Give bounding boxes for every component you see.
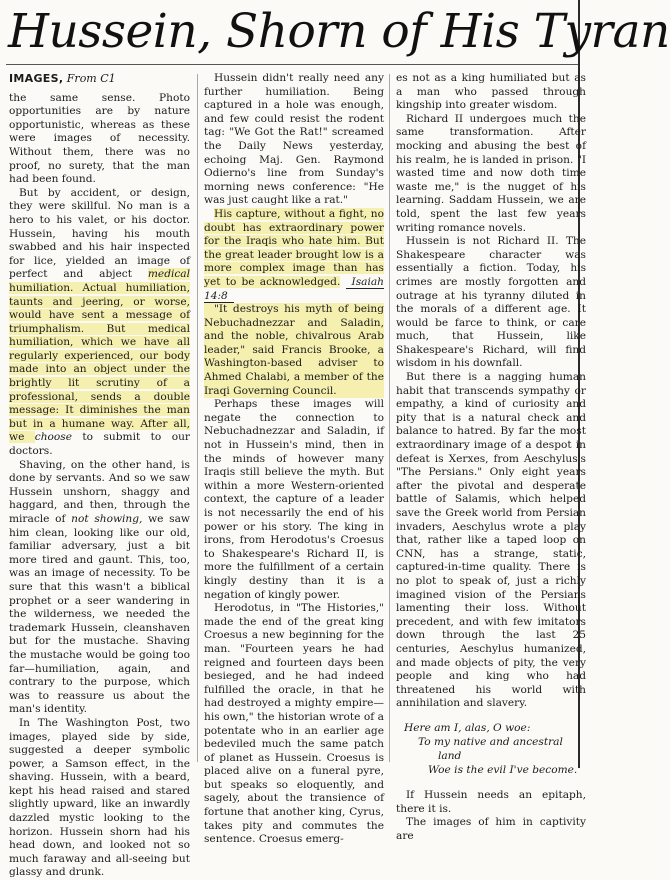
handwritten-annotation: Isaiah 14:8 [204,275,384,302]
jump-line [9,72,190,86]
paragraph: But by accident, or design, they were skillful. No man is a hero to his valet, or his doctor. Hussein, having his mouth swabbed and his hair inspected for lice, yielded an image of perfect and abject medical humiliation. Actual humiliation, taunts and jeering, or worse, would have sent a message of triumphalism. But medical humiliation, which we have all regularly experienced, our body made into an object under the brightly lit scrutiny of a professional, sends a double message: It diminishes the man but in a humane way. After all, we choose to submit to our doctors. [9,186,190,458]
paragraph: "It destroys his myth of being Nebuchadnezzar and Saladin, and the noble, chivalrous Arab leader," said Francis Brooke, a Washington-based adviser to Ahmed Chalabi, a member of the Iraqi Governing Council. [204,303,384,397]
highlight: humiliation. Actual humiliation, taunts and jeering, or worse, would have sent a message of triumphalism. But medical humiliation, which we have all regularly experienced, our body made into an object under the brightly lit scrutiny of a professional, sends a double message: It diminishes the man but in a humane way. After all, we [9,281,190,444]
verse-line: To my native and ancestral [418,735,563,748]
column-divider [197,74,198,762]
highlight: medical [147,268,190,281]
paragraph: Hussein is not Richard II. The Shakespeare character was essentially a fiction. Today, his crimes are mostly forgotten and outrage at his tyranny diluted in the morals of a different age. It would be farce to think, or care much, that Hussein, like Shakespeare's Richard, will find wisdom in his downfall. [396,235,586,370]
jump-label: IMAGES, [9,72,64,85]
column-divider [389,74,390,762]
paragraph: Hussein didn't really need any further humiliation. Being captured in a hole was enough, and few could resist the rodent tag: "We Got the Rat!" screamed the Daily News yesterday, echoing Maj. Gen. Raymond Odierno's line from Sunday's morning news conference: "He was just caught like a rat." [204,72,384,207]
paragraph: In The Washington Post, two images, played side by side, suggested a deeper symbolic power, a Samson effect, in the shaving. Hussein, with a beard, kept his head raised and stared slightly upward, like an inwardly dazzled mystic looking to the horizon. Hussein shorn had his head down, and looked not so much faraway and all-seeing but glassy and drunk. [9,716,190,879]
paragraph: If Hussein needs an epitaph, there it is. [396,788,586,815]
paragraph: the same sense. Photo opportunities are by nature opportunistic, whereas as these were images of necessity. Without them, there was no proof, no surety, that the man had been found. [9,91,190,186]
verse-line: Here am I, alas, O woe: [404,721,531,734]
paragraph: Herodotus, in "The Histories," made the end of the great king Croesus a new beginning for the man. "Fourteen years he had reigned and fourteen days been besieged, and he had indeed fulfilled the oracle, in that he had destroyed a mighty empire—his own," the historian wrote of a potentate who in an earlier age bedeviled much the same patch of planet as Hussein. Croesus is placed alive on a funeral pyre, but speaks so eloquently, and sagely, about the transience of fortune that another king, Cyrus, takes pity and commutes the sentence. Croesus emerg- [204,602,384,846]
headline: Hussein, Shorn of His Tyran [8,4,670,59]
verse-line: Woe is the evil I've become. [428,763,578,776]
paragraph: es not as a king humiliated but as a man who passed through kingship into greater wisdom. [396,72,586,112]
paragraph: Shaving, on the other hand, is done by servants. And so we saw Hussein unshorn, shaggy and haggard, and then, through the miracle of not showing, we saw him clean, looking like our old, familiar adversary, just a bit more tired and gaunt. This, too, was an image of necessity. To be sure that this wasn't a biblical prophet or a seer wandering in the wilderness, we needed the trademark Hussein, cleanshaven but for the mustache. Shaving the mustache would be going too far—humiliation, again, and contrary to the purpose, which was to reassure us about the man's identity. [9,458,190,716]
paragraph [204,208,384,303]
verse-line: land [438,749,462,762]
article-column-1 [9,72,190,879]
article-column-3 [396,72,586,842]
verse-quote [404,721,586,777]
paragraph: Perhaps these images will negate the connection to Nebuchadnezzar and Saladin, if not in Hussein's mind, then in the minds of however many Iraqis still believe the myth. But within a more Western-oriented context, the capture of a leader is not necessarily the end of his power or his story. The king in irons, from Herodotus's Croesus to Shakespeare's Richard II, is more the fulfillment of a certain kingly destiny than it is a negation of kingly power. [204,398,384,601]
article-column-2 [204,72,384,846]
headline-rule [6,64,578,65]
jump-from: From C1 [66,72,116,85]
paragraph: Richard II undergoes much the same transformation. After mocking and abusing the best of his realm, he is landed in prison. "I wasted time and now doth time waste me," is the nugget of his learning. Saddam Hussein, we are told, spent the last few years writing romance novels. [396,112,586,234]
paragraph: The images of him in captivity are [396,816,586,842]
highlight: His capture, without a fight, no doubt has extraordinary power for the Iraqis who hate him. But the great leader brought low is a more complex image than has yet to be acknowledged. [204,207,384,288]
paragraph: But there is a nagging human habit that transcends sympathy or empathy, a kind of curiosity and pity that is a natural check and balance to hatred. By far the most extraordinary image of a despot in defeat is Xerxes, from Aeschylus's "The Persians." Only eight years after the pivotal and desperate battle of Salamis, which helped save the Greek world from Persian invaders, Aeschylus wrote a play that, rather like a taped loop on CNN, has a strange, static, captured-in-time quality. There is no plot to speak of, just a richly imagined vision of the Persians lamenting their loss. Without precedent, and with few imitators down through the last 25 centuries, Aeschylus humanized, and made objects of pity, the very people and king who had threatened his world with annihilation and slavery. [396,371,586,710]
